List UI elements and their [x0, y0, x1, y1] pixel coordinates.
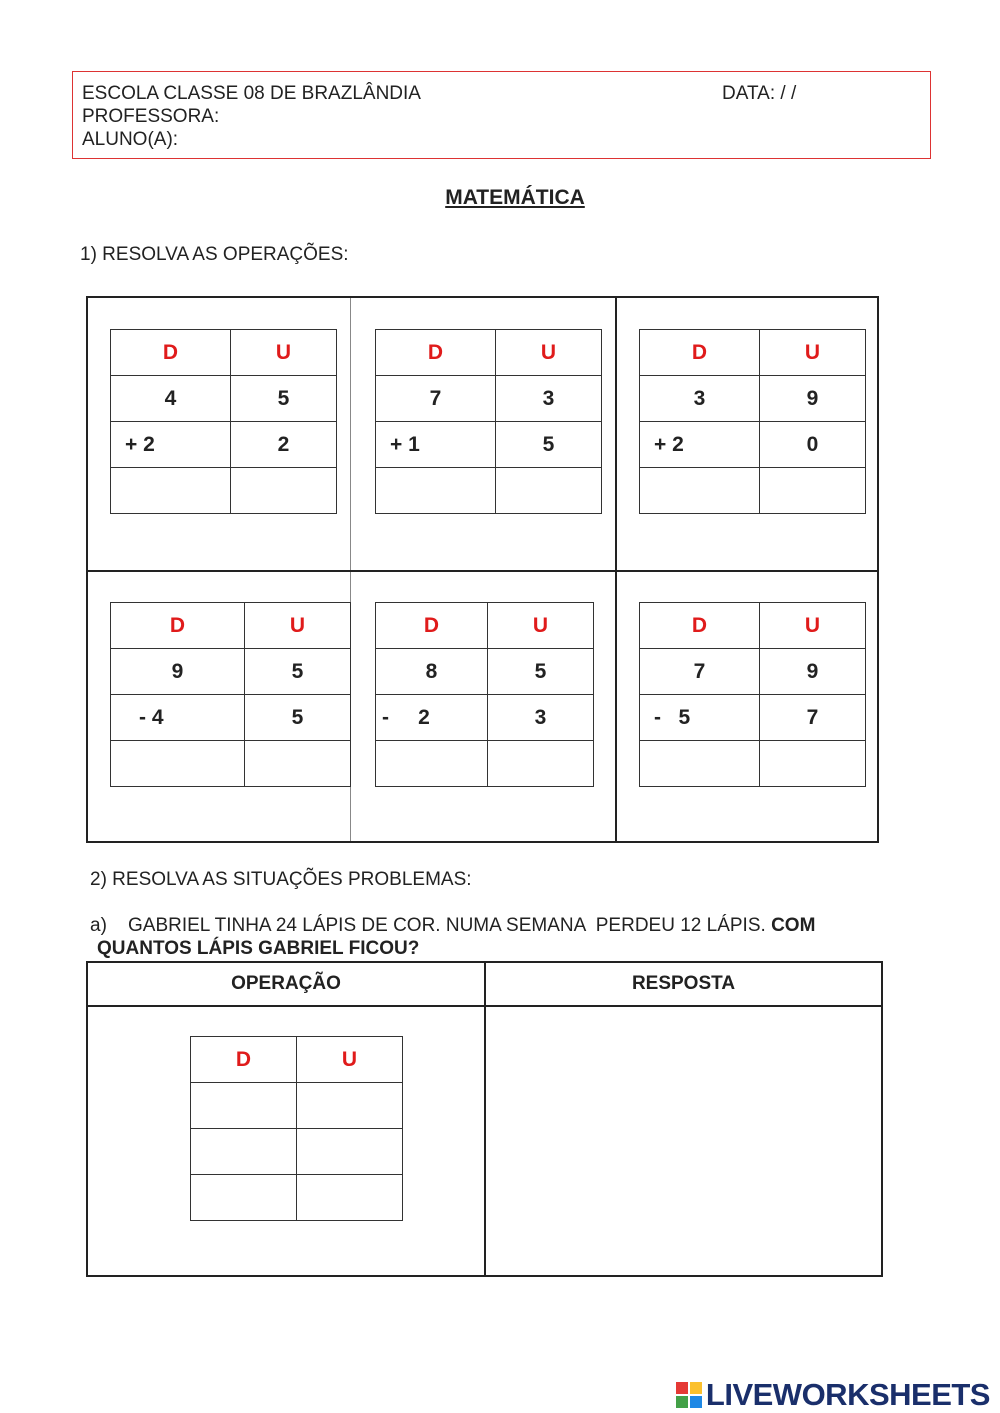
digit: 4 — [111, 376, 231, 422]
logo-icon — [676, 1382, 702, 1408]
answer-cell[interactable] — [297, 1175, 403, 1221]
answer-cell[interactable] — [191, 1175, 297, 1221]
digit: 9 — [111, 649, 245, 695]
tens-header: D — [111, 330, 231, 376]
operand: - 5 — [640, 695, 760, 741]
units-header: U — [760, 603, 866, 649]
digit: 3 — [488, 695, 594, 741]
digit: 7 — [376, 376, 496, 422]
answer-cell[interactable] — [760, 468, 866, 514]
digit: 3 — [640, 376, 760, 422]
answer-cell[interactable] — [191, 1129, 297, 1175]
operation-header: OPERAÇÃO — [88, 963, 486, 1007]
logo-text: LIVEWORKSHEETS — [705, 1377, 990, 1412]
units-header: U — [245, 603, 351, 649]
digit: 2 — [231, 422, 337, 468]
tens-header: D — [191, 1037, 297, 1083]
answer-cell[interactable] — [191, 1083, 297, 1129]
units-header: U — [297, 1037, 403, 1083]
answer-cell[interactable] — [640, 468, 760, 514]
liveworksheets-logo — [676, 1377, 990, 1413]
units-header: U — [760, 330, 866, 376]
operation-table — [110, 602, 351, 787]
answer-cell[interactable] — [376, 468, 496, 514]
units-header: U — [488, 603, 594, 649]
question-1-label: 1) RESOLVA AS OPERAÇÕES: — [80, 244, 349, 265]
teacher-field: PROFESSORA: — [82, 106, 220, 127]
digit: 8 — [376, 649, 488, 695]
digit: 5 — [245, 649, 351, 695]
answer-cell[interactable] — [297, 1083, 403, 1129]
response-area[interactable] — [486, 1007, 880, 1275]
tens-header: D — [376, 603, 488, 649]
digit: 9 — [760, 376, 866, 422]
answer-cell[interactable] — [111, 468, 231, 514]
problem-a-text — [90, 915, 815, 937]
operation-table — [639, 329, 866, 514]
operation-table — [110, 329, 337, 514]
operation-table-blank — [190, 1036, 403, 1221]
digit: 0 — [760, 422, 866, 468]
operand: + 1 — [376, 422, 496, 468]
operation-table — [639, 602, 866, 787]
response-header: RESPOSTA — [486, 963, 881, 1007]
problem-a-question: QUANTOS LÁPIS GABRIEL FICOU? — [97, 938, 420, 959]
operand: - 4 — [111, 695, 245, 741]
student-field: ALUNO(A): — [82, 129, 179, 150]
units-header: U — [496, 330, 602, 376]
answer-cell[interactable] — [111, 741, 245, 787]
answer-cell[interactable] — [297, 1129, 403, 1175]
question-2-label: 2) RESOLVA AS SITUAÇÕES PROBLEMAS: — [90, 869, 472, 890]
tens-header: D — [640, 330, 760, 376]
operation-table — [375, 329, 602, 514]
school-name: ESCOLA CLASSE 08 DE BRAZLÂNDIA — [82, 83, 421, 104]
operand: - 2 — [376, 695, 488, 741]
digit: 5 — [488, 649, 594, 695]
answer-cell[interactable] — [231, 468, 337, 514]
digit: 9 — [760, 649, 866, 695]
problem-a-statement: a) GABRIEL TINHA 24 LÁPIS DE COR. NUMA SEMANA PERDEU 12 LÁPIS. — [90, 915, 772, 936]
answer-cell[interactable] — [245, 741, 351, 787]
operand: + 2 — [111, 422, 231, 468]
digit: 7 — [760, 695, 866, 741]
tens-header: D — [376, 330, 496, 376]
answer-cell[interactable] — [760, 741, 866, 787]
tens-header: D — [640, 603, 760, 649]
operand: + 2 — [640, 422, 760, 468]
answer-cell[interactable] — [496, 468, 602, 514]
header-box — [72, 71, 931, 159]
operation-table — [375, 602, 594, 787]
answer-cell[interactable] — [640, 741, 760, 787]
digit: 5 — [231, 376, 337, 422]
date-field: DATA: / / — [722, 83, 797, 104]
digit: 5 — [245, 695, 351, 741]
units-header: U — [231, 330, 337, 376]
answer-cell[interactable] — [488, 741, 594, 787]
digit: 3 — [496, 376, 602, 422]
answer-cell[interactable] — [376, 741, 488, 787]
digit: 5 — [496, 422, 602, 468]
problem-a-question-part1: COM — [771, 915, 816, 936]
tens-header: D — [111, 603, 245, 649]
page-title: MATEMÁTICA — [445, 186, 585, 209]
digit: 7 — [640, 649, 760, 695]
